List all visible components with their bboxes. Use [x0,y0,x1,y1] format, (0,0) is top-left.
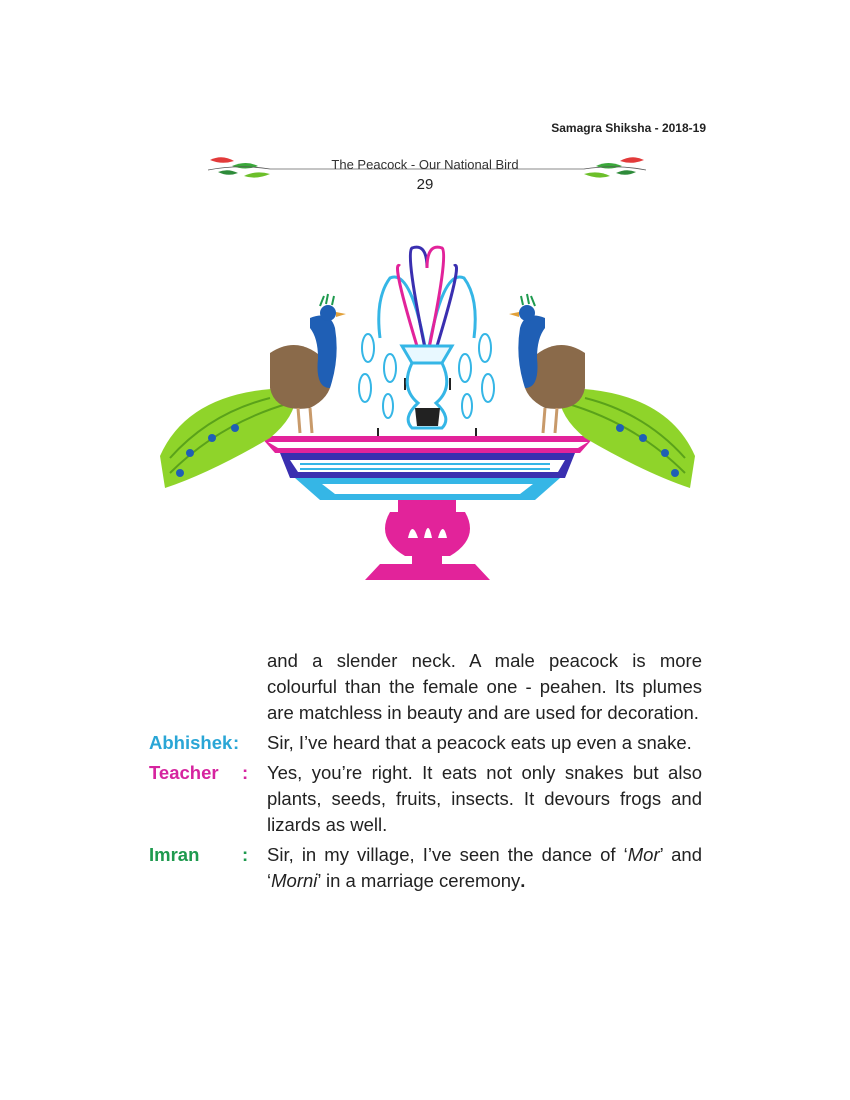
speech-part-italic: Mor [627,844,660,865]
fountain-basin [260,436,595,500]
continuation-paragraph: and a slender neck. A male peacock is more colourful than the female one - peahen. Its plumes are matchless in beauty and are used for decoration. [267,650,702,723]
speech-text: Yes, you’re right. It eats not only snakes but also plants, seeds, fruits, insects. It devours frogs and lizards as well. [267,762,702,835]
speaker-name: Teacher [149,762,219,783]
speaker-name: Imran [149,844,200,865]
speaker-name: Abhishek [149,732,233,753]
speaker-colon: : [242,762,249,783]
speech-text [267,842,702,894]
page-number: 29 [416,176,434,193]
speech-text: Sir, I’ve heard that a peacock eats up even a snake. [267,732,692,753]
chapter-title: The Peacock - Our National Bird [331,157,519,172]
dialogue-line [149,760,702,838]
speaker-colon: : [242,844,249,865]
speaker-colon: : [233,732,240,753]
fountain-pedestal [365,500,490,580]
dialogue-text [149,648,702,896]
peacock-fountain-illustration [150,238,705,583]
publisher-label: Samagra Shiksha - 2018-19 [551,121,706,135]
speech-part: ’ and ‘ [267,844,703,891]
speech-part: Sir, in my village, I’ve seen the dance of ‘ [267,844,628,865]
fountain-vase [402,346,452,428]
dialogue-line [149,730,702,756]
speech-part: ’ in a marriage ceremony [317,870,521,891]
speech-part-italic: Morni [271,870,318,891]
fountain-spray [379,247,476,358]
speech-part: . [520,870,526,891]
dialogue-line [149,842,702,894]
